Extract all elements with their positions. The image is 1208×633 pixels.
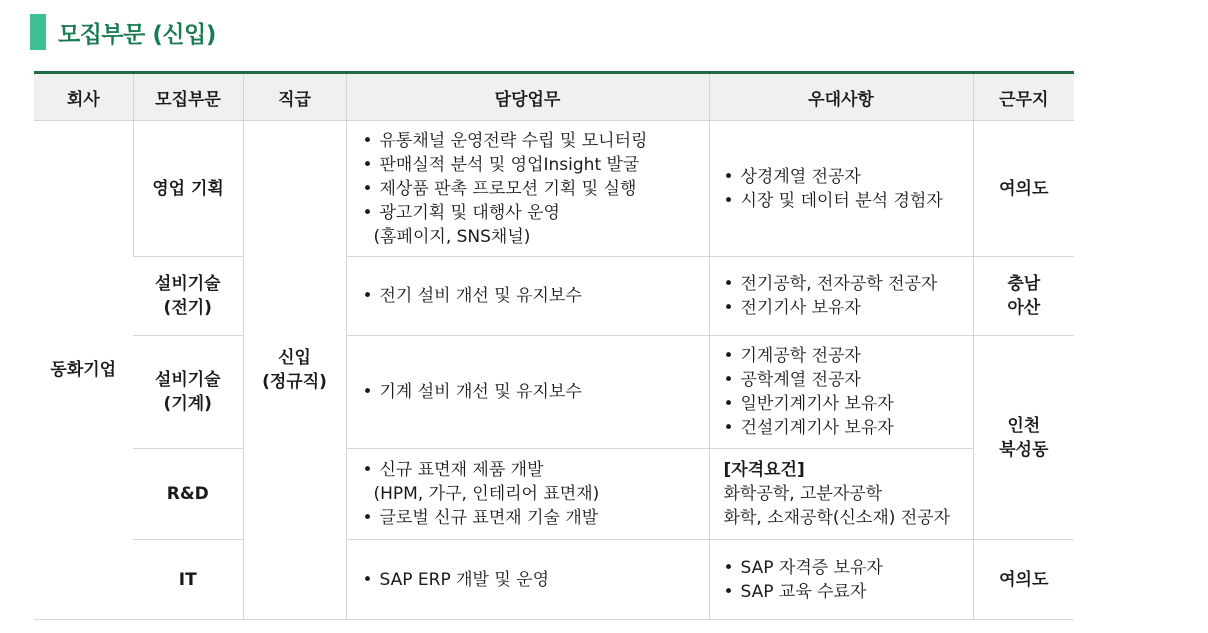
company-cell: [34, 121, 133, 620]
duties-cell: [346, 540, 709, 620]
preference-item: • 전기기사 보유자: [724, 296, 973, 320]
table-header-row: [34, 73, 1074, 121]
duty-item: • 판매실적 분석 및 영업Insight 발굴: [363, 153, 709, 177]
qualification-line: 화학공학, 고분자공학: [723, 484, 883, 504]
department-cell: 영업 기획: [133, 121, 243, 257]
preferences-cell: [709, 257, 973, 336]
duty-item: • 전기 설비 개선 및 유지보수: [363, 284, 709, 308]
duty-item: • 기계 설비 개선 및 유지보수: [363, 380, 709, 404]
preference-item: • 전기공학, 전자공학 전공자: [724, 272, 973, 296]
duties-cell: [346, 449, 709, 540]
company-name: 동화기업: [50, 360, 117, 380]
grade-cell: 신입 (정규직): [243, 121, 346, 620]
preferences-cell: [709, 336, 973, 449]
duty-item: • 제상품 판촉 프로모션 기획 및 실행: [363, 177, 709, 201]
duty-continuation: (홈페이지, SNS채널): [373, 226, 531, 247]
section-marker: [30, 14, 46, 50]
location-cell: 인천 북성동: [973, 336, 1074, 540]
table-row: [34, 257, 1074, 336]
preference-item: • 건설기계기사 보유자: [724, 416, 973, 440]
section-title: 모집부문 (신입): [58, 21, 216, 48]
duty-continuation: (HPM, 가구, 인테리어 표면재): [373, 484, 600, 504]
preferences-cell: [709, 449, 973, 540]
location-cell: 충남 아산: [973, 257, 1074, 336]
section-header: [30, 14, 216, 50]
preference-item: • SAP 교육 수료자: [724, 580, 973, 604]
qualification-line: 화학, 소재공학(신소재) 전공자: [723, 508, 951, 528]
duties-cell: [346, 336, 709, 449]
duties-cell: [346, 121, 709, 257]
location-cell: 여의도: [973, 540, 1074, 620]
department-cell: R&D: [133, 449, 243, 540]
table-row: [34, 121, 1074, 257]
preference-item: • 상경계열 전공자: [724, 165, 973, 189]
preference-item: • 기계공학 전공자: [724, 344, 973, 368]
duties-cell: [346, 257, 709, 336]
department-cell: IT: [133, 540, 243, 620]
duty-item: • 글로벌 신규 표면재 기술 개발: [363, 506, 709, 530]
header-preferences: 우대사항: [709, 73, 973, 121]
header-department: 모집부문: [133, 73, 243, 121]
duty-item: • SAP ERP 개발 및 운영: [363, 568, 709, 592]
preference-item: • 일반기계기사 보유자: [724, 392, 973, 416]
department-cell: 설비기술 (전기): [133, 257, 243, 336]
preference-item: • 시장 및 데이터 분석 경험자: [724, 189, 973, 213]
duty-item: • 광고기획 및 대행사 운영: [363, 201, 709, 225]
header-duties: 담당업무: [346, 73, 709, 121]
preferences-cell: [709, 540, 973, 620]
table-row: [34, 449, 1074, 540]
duty-item: • 유통채널 운영전략 수립 및 모니터링: [363, 129, 709, 153]
header-grade: 직급: [243, 73, 346, 121]
recruitment-table: [34, 71, 1074, 620]
header-location: 근무지: [973, 73, 1074, 121]
duty-item: • 신규 표면재 제품 개발: [363, 458, 709, 482]
department-cell: 설비기술 (기계): [133, 336, 243, 449]
table-row: [34, 540, 1074, 620]
location-cell: 여의도: [973, 121, 1074, 257]
table-row: [34, 336, 1074, 449]
header-company: 회사: [34, 73, 133, 121]
preferences-cell: [709, 121, 973, 257]
preference-item: • SAP 자격증 보유자: [724, 556, 973, 580]
qualification-heading: [자격요건]: [723, 460, 805, 480]
preference-item: • 공학계열 전공자: [724, 368, 973, 392]
